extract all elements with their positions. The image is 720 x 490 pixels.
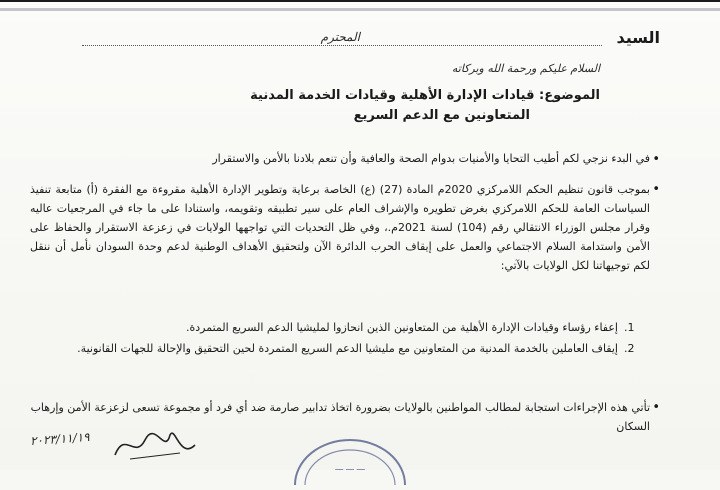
addressee-handwritten: المحترم bbox=[320, 30, 360, 44]
body-paragraph: بموجب قانون تنظيم الحكم اللامركزي 2020م المادة (27) (ع) الخاصة برعاية وتطوير الإدارة الأهلية مقروءة مع الفقرة (أ) متابعة تنفيذ السياسات العامة للحكم اللامركزي بغرض تطويره والإشراف العام على سير تطبيقه وتقويمه، واستنادا على ما جاء في المرجعيات عاليه وقرار مجلس الوزراء الانتقالي رقم (104) لسنة 2021م.، وفي ظل التحديات التي تواجهها الولايات في زعزعة الاستقرار والحفاظ على الأمن واستدامة السلام الاجتماعي والعمل على إيقاف الحرب الدائرة الآن ولتحقيق الأهداف الوطنية لدعم وحدة السودان نأمل أن ننقل لكم توجيهاتنا لكل الولايات بالآتي: bbox=[30, 183, 651, 272]
list-item-text: إيقاف العاملين بالخدمة المدنية من المتعاونين مع مليشيا الدعم السريع المتمردة لحين التحقيق والإحالة للجهات القانونية. bbox=[77, 342, 618, 355]
greeting-handwritten: السلام عليكم ورحمة الله وبركاته bbox=[451, 62, 600, 75]
list-item bbox=[30, 318, 650, 337]
list-item-text: إعفاء رؤساء وقيادات الإدارة الأهلية من المتعاونين الذين انحازوا لمليشيا الدعم السريع المتمردة. bbox=[186, 321, 618, 334]
subject-line-2: المتعاونين مع الدعم السريع bbox=[353, 108, 530, 123]
letterhead-top-rule bbox=[0, 0, 720, 38]
handwritten-date: ٢٠٢٣/١١/١٩ bbox=[29, 429, 91, 449]
svg-text:ـــ ـــ ـــ: ـــ ـــ ـــ bbox=[335, 463, 365, 473]
addressee-dotted-line bbox=[82, 45, 602, 46]
subject-block bbox=[80, 86, 600, 126]
bullet-icon: • bbox=[652, 400, 660, 415]
salute-label: السيد bbox=[616, 28, 660, 47]
signature-icon bbox=[110, 425, 200, 465]
bullet-icon: • bbox=[652, 182, 660, 197]
subject-line-1: قيادات الإدارة الأهلية وقيادات الخدمة المدنية bbox=[250, 88, 535, 103]
letterhead-band bbox=[0, 8, 720, 11]
subject-label: الموضوع: bbox=[539, 88, 600, 103]
list-item bbox=[30, 339, 650, 358]
bullet-icon: • bbox=[652, 152, 660, 167]
directive-list bbox=[30, 318, 650, 360]
list-item-number: 2. bbox=[624, 342, 635, 355]
intro-paragraph: في البدء نزجي لكم أطيب التحايا والأمنيات بدوام الصحة والعافية وأن تنعم بلادنا بالأمن والاستقرار bbox=[212, 152, 650, 165]
closing-paragraph: تأتي هذه الإجراءات استجابة لمطالب المواطنين بالولايات بضرورة اتخاذ تدابير صارمة ضد أي فرد أو مجموعة تسعى لزعزعة الأمن وإرهاب السكان bbox=[30, 401, 650, 433]
stamp-icon bbox=[290, 430, 410, 490]
list-item-number: 1. bbox=[624, 321, 635, 334]
